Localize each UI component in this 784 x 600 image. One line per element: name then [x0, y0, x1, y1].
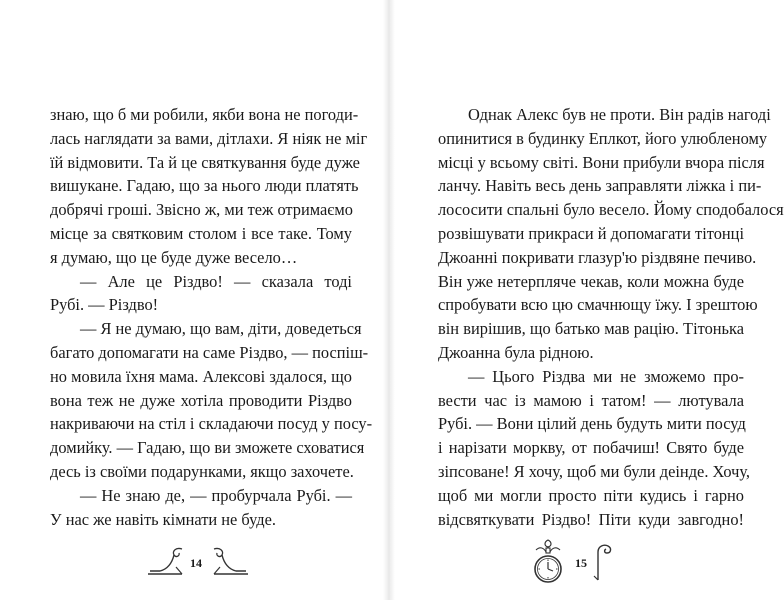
text-line: я думаю, що це буде дуже весело… — [50, 247, 298, 267]
left-page-text — [50, 103, 373, 531]
left-page — [0, 0, 389, 600]
text-line: розвішувати прикраси й допомагати тітонці — [438, 223, 744, 243]
text-line: місці у всьому світі. Вони прибули вчора після — [438, 152, 765, 172]
text-line: У нас же навіть кімнати не буде. — [50, 509, 276, 529]
pocket-watch-icon — [530, 538, 566, 586]
text-line: і нарізати моркву, от побачиш! Свято буде — [438, 438, 744, 458]
text-line: щоб ми могли просто піти кудись і гарно — [438, 485, 744, 505]
text-line: — Цього Різдва ми не зможемо про- — [468, 366, 744, 386]
text-line: — Не знаю де, — пробурчала Рубі. — — [80, 485, 352, 505]
text-line: відсвяткувати Різдво! Піти куди завгодно! — [438, 509, 744, 529]
right-page-text — [438, 103, 784, 531]
text-line: Він уже нетерпляче чекав, коли можна буде — [438, 271, 744, 291]
swirl-bracket-right-icon — [210, 545, 250, 577]
text-line: ланчу. Навіть весь день заправляти ліжка і пи- — [438, 176, 762, 196]
text-line: їй відмовити. Та й це святкування буде дуже — [50, 152, 360, 172]
text-line: лососити спальні було весело. Йому сподобалося — [438, 200, 784, 220]
text-line: вишукане. Гадаю, що за нього люди платять — [50, 176, 359, 196]
text-line: но мовила їхня мама. Алексові здалося, що — [50, 366, 352, 386]
text-line: багато допомагати на саме Різдво, — поспіш- — [50, 342, 369, 362]
text-line: Рубі. — Вони цілий день будуть мити посуд — [438, 414, 746, 434]
text-line: лась наглядати за вами, дітлахи. Я ніяк не міг — [50, 128, 368, 148]
text-line: домийку. — Гадаю, що ви зможете сховатися — [50, 438, 365, 458]
text-line: — Я не думаю, що вам, діти, доведеться — [80, 319, 362, 339]
text-line: вона теж не дуже хотіла проводити Різдво — [50, 390, 352, 410]
text-line: — Але це Різдво! — сказала тоді — [80, 271, 352, 291]
swirl-curl-icon — [592, 542, 620, 582]
text-line: накриваючи на стіл і складаючи посуд у посу- — [50, 414, 373, 434]
swirl-bracket-left-icon — [146, 545, 186, 577]
page-number-left: 14 — [190, 556, 202, 570]
text-line: добрячі гроші. Звісно ж, ми теж отримаємо — [50, 200, 353, 220]
page-number-right: 15 — [575, 556, 587, 570]
text-line: зіпсоване! Я хочу, щоб ми були деінде. Хочу, — [438, 461, 750, 481]
text-line: місце за святковим столом і все таке. Тому — [50, 223, 352, 243]
text-line: Джоанна була рідною. — [438, 342, 594, 362]
right-page — [390, 0, 784, 600]
text-line: Однак Алекс був не проти. Він радів нагоді — [468, 105, 771, 124]
text-line: Рубі. — Різдво! — [50, 295, 159, 315]
text-line: опинитися в будинку Еплкот, його улюбленому — [438, 128, 768, 148]
text-line: вести час із мамою і татом! — лютувала — [438, 390, 744, 410]
text-line: він вирішив, що батько мав рацію. Тітонька — [438, 319, 744, 339]
text-line: знаю, що б ми робили, якби вона не погоди- — [50, 105, 359, 124]
text-line: спробувати всю цю смачнющу їжу. І зрештою — [438, 295, 758, 315]
text-line: десь із своїми подарунками, якщо захочете. — [50, 461, 354, 481]
text-line: Джоанні покривати глазур'ю різдвяне печиво. — [438, 247, 757, 267]
